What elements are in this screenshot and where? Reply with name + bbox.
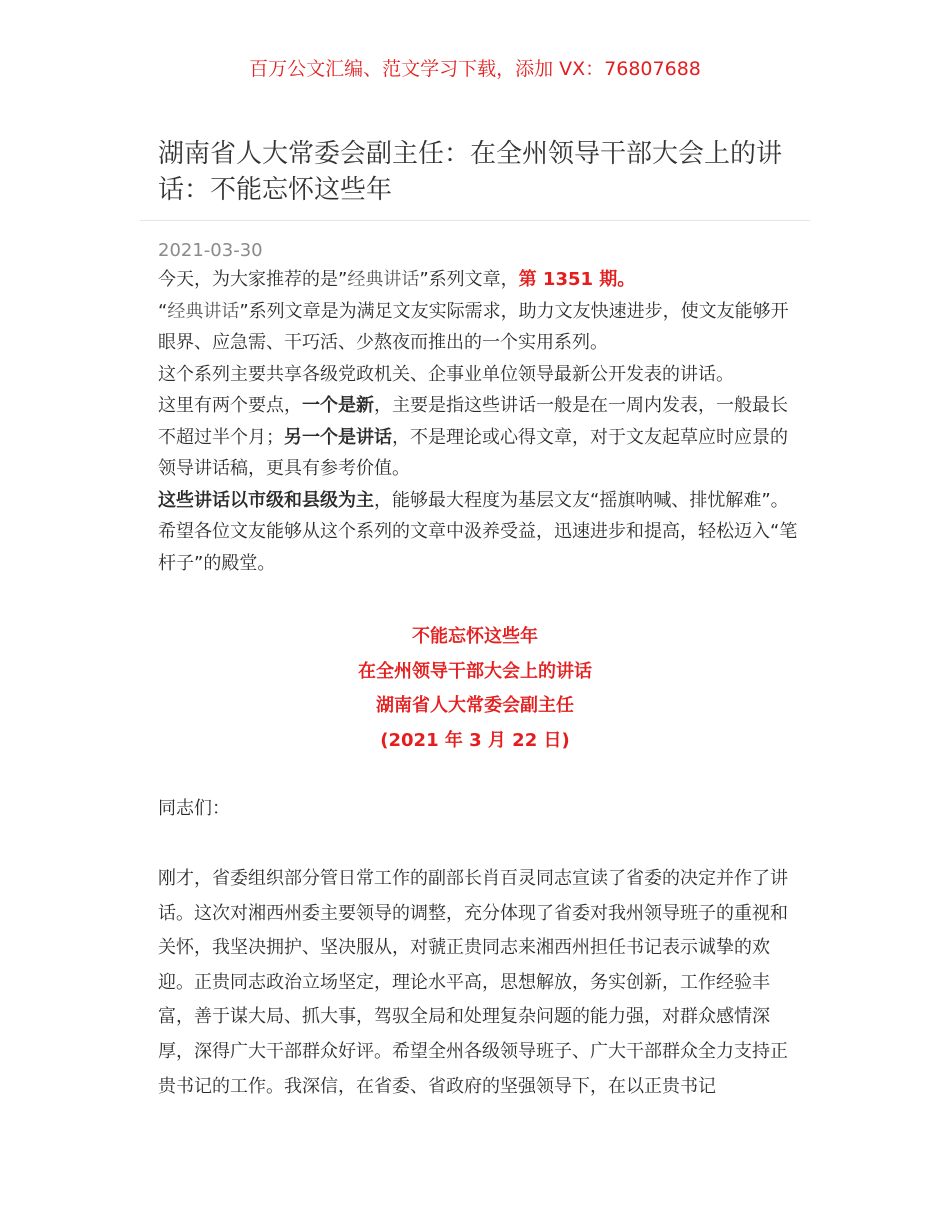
intro-text: ，能够最大程度为基层文友“摇旗呐喊、排忧解难”。希望各位文友能够从这个系列的文章中汲养受益，迅速进步和提高，轻松迈入“笔杆子”的殿堂。 xyxy=(158,489,798,574)
key-point-2: 另一个是讲话 xyxy=(284,426,392,448)
intro-paragraph-4 xyxy=(158,390,798,485)
intro-text: ”系列文章是为满足文友实际需求，助力文友快速进步，使文友能够开眼界、应急需、干巧活、少熬夜而推出的一个实用系列。 xyxy=(158,300,789,353)
series-name: 经典讲话 xyxy=(347,269,420,290)
speech-occasion: 在全州领导干部大会上的讲话 xyxy=(358,660,592,682)
intro-text: ，主要是指这些讲话一般是在一周内发表，一般最长不超过半个月； xyxy=(158,395,788,448)
key-point-3: 这些讲话以市级和县级为主 xyxy=(158,489,374,511)
issue-number: 第 1351 期。 xyxy=(518,269,636,290)
speech-title: 不能忘怀这些年 xyxy=(412,626,538,647)
intro-text: ，不是理论或心得文章，对于文友起草应时应景的领导讲话稿，更具有参考价值。 xyxy=(158,426,788,479)
intro-text: ”系列文章， xyxy=(419,269,519,290)
speaker: 湖南省人大常委会副主任 xyxy=(376,695,574,716)
series-name: 经典讲话 xyxy=(167,300,240,322)
promo-banner[interactable]: 百万公文汇编、范文学习下载，添加 VX：76807688 xyxy=(249,58,701,80)
intro-text: 这里有两个要点， xyxy=(158,395,302,416)
title-divider xyxy=(140,220,810,221)
speech-date: (2021 年 3 月 22 日) xyxy=(380,729,570,751)
intro-paragraph-3: 这个系列主要共享各级党政机关、企事业单位领导最新公开发表的讲话。 xyxy=(158,363,734,385)
speech-heading xyxy=(0,620,950,758)
key-point-1: 一个是新 xyxy=(302,395,374,416)
intro-paragraph-2 xyxy=(158,296,798,359)
intro-text: 今天，为大家推荐的是” xyxy=(158,269,348,290)
intro-paragraph-5 xyxy=(158,485,798,580)
greeting: 同志们： xyxy=(158,798,230,819)
speech-body: 刚才，省委组织部分管日常工作的副部长肖百灵同志宣读了省委的决定并作了讲话。这次对湘西州委主要领导的调整，充分体现了省委对我州领导班子的重视和关怀，我坚决拥护、坚决服从，对虢正贵同志来湘西州担任书记表示诚挚的欢迎。正贵同志政治立场坚定，理论水平高，思想解放，务实创新，工作经验丰富，善于谋大局、抓大事，驾驭全局和处理复杂问题的能力强，对群众感情深厚，深得广大干部群众好评。希望全州各级领导班子、广大干部群众全力支持正贵书记的工作。我深信，在省委、省政府的坚强领导下，在以正贵书记 xyxy=(158,868,788,1097)
intro-paragraph-1 xyxy=(158,264,798,296)
intro-section xyxy=(158,264,798,579)
intro-text: “ xyxy=(158,300,168,322)
publish-date: 2021-03-30 xyxy=(158,240,263,261)
article-title: 湖南省人大常委会副主任：在全州领导干部大会上的讲话：不能忘怀这些年 xyxy=(158,139,783,205)
